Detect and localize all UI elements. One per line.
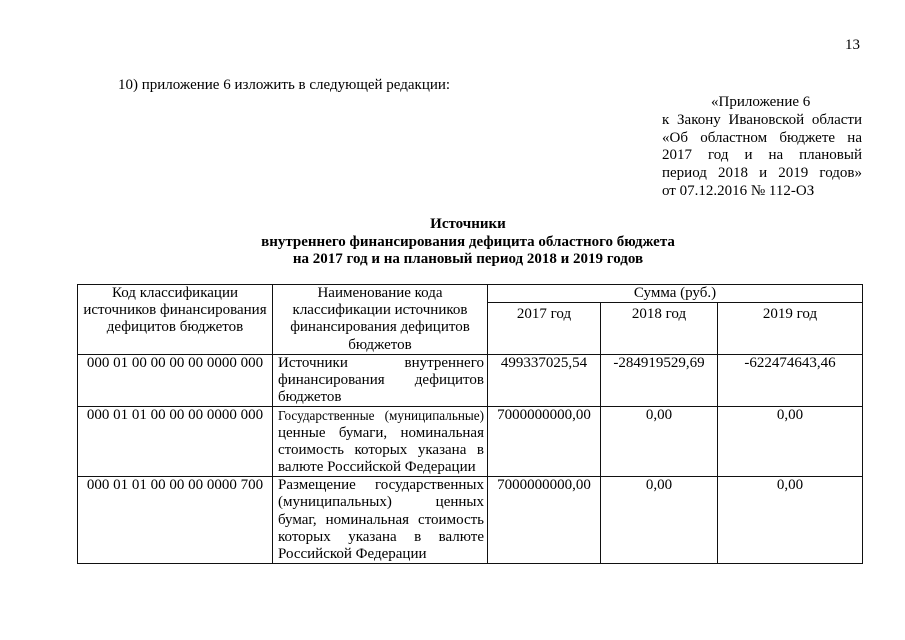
document-title (77, 216, 859, 269)
classification-code-cell: 000 01 01 00 00 00 0000 700 (78, 477, 273, 564)
name-line: бумаг, номинальная стоимость (278, 511, 484, 528)
amendment-instruction: 10) приложение 6 изложить в следующей редакции: (118, 77, 451, 93)
header-year-2019: 2019 год (718, 303, 863, 355)
financing-sources-table (77, 284, 863, 564)
amount-2017-cell: 7000000000,00 (488, 407, 601, 477)
header-line: классификации источников (292, 302, 468, 319)
header-line: источников финансирования (83, 302, 267, 319)
amount-2018-cell: -284919529,69 (601, 354, 718, 407)
amount-2017-cell: 7000000000,00 (488, 477, 601, 564)
appendix-line: «Приложение 6 (711, 94, 811, 110)
appendix-line: к Закону Ивановской области (662, 111, 862, 128)
name-line: (муниципальных) ценных (278, 494, 484, 511)
amount-2018-cell: 0,00 (601, 407, 718, 477)
appendix-line: период 2018 и 2019 годов» (662, 165, 862, 182)
name-line: Размещение государственных (278, 477, 484, 494)
code-name-cell (273, 407, 488, 477)
amount-2017-cell: 499337025,54 (488, 354, 601, 407)
header-line: дефицитов бюджетов (106, 319, 244, 336)
title-line: на 2017 год и на плановый период 2018 и 2019 годов (292, 251, 644, 267)
table-row (78, 477, 863, 564)
amount-2019-cell: 0,00 (718, 477, 863, 564)
header-code-name (273, 285, 488, 355)
header-classification-code (78, 285, 273, 355)
header-line: Наименование кода (317, 285, 443, 301)
name-line: валюте Российской Федерации (278, 459, 476, 476)
header-line: Код классификации (111, 285, 239, 301)
page-number: 13 (845, 37, 860, 53)
header-row (78, 285, 863, 303)
title-line: Источники (430, 216, 506, 232)
appendix-reference (662, 94, 862, 201)
table-row (78, 354, 863, 407)
title-line: внутреннего финансирования дефицита областного бюджета (261, 233, 675, 250)
header-year-2017: 2017 год (488, 303, 601, 355)
name-line: которых указана в валюте (278, 528, 484, 545)
header-line: бюджетов (348, 336, 412, 353)
classification-code-cell: 000 01 01 00 00 00 0000 000 (78, 407, 273, 477)
amount-2018-cell: 0,00 (601, 477, 718, 564)
code-name-cell (273, 354, 488, 407)
code-name-cell (273, 477, 488, 564)
header-amount: Сумма (руб.) (488, 285, 863, 303)
header-year-2018: 2018 год (601, 303, 718, 355)
name-line: Российской Федерации (278, 546, 427, 563)
name-line: ценные бумаги, номинальная (278, 424, 484, 441)
name-line: Источники внутреннего (278, 354, 484, 371)
appendix-line: «Об областном бюджете на (662, 129, 862, 146)
name-line: Государственные (муниципальные) (278, 408, 484, 424)
appendix-line: 2017 год и на плановый (662, 147, 862, 164)
classification-code-cell: 000 01 00 00 00 00 0000 000 (78, 354, 273, 407)
name-line: финансирования дефицитов (278, 372, 484, 389)
table-row (78, 407, 863, 477)
amount-2019-cell: 0,00 (718, 407, 863, 477)
appendix-line: от 07.12.2016 № 112-ОЗ (662, 182, 815, 199)
header-line: финансирования дефицитов (290, 319, 470, 336)
name-line: бюджетов (278, 389, 342, 406)
amount-2019-cell: -622474643,46 (718, 354, 863, 407)
name-line: стоимость которых указана в (278, 441, 484, 458)
